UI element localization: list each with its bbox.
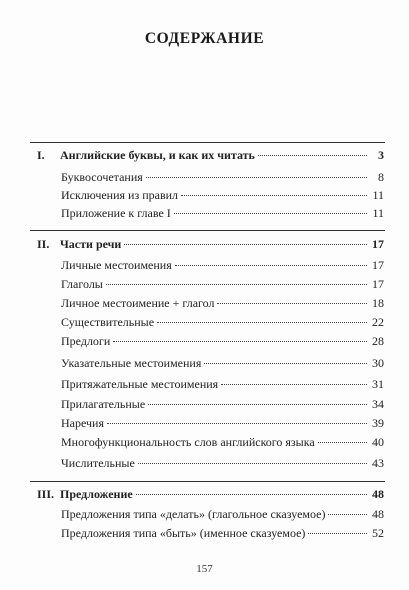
toc-item[interactable] (61, 170, 384, 185)
toc-item[interactable] (61, 507, 384, 522)
toc-item[interactable] (61, 334, 384, 349)
dot-leader (136, 494, 367, 495)
page-title: СОДЕРЖАНИЕ (144, 30, 265, 47)
toc-item[interactable] (61, 315, 384, 330)
section-rule (30, 481, 385, 482)
item-label: Предлоги (61, 334, 111, 348)
chapter-number: II. (37, 237, 50, 251)
toc-item[interactable] (61, 397, 384, 412)
dot-leader (138, 463, 367, 464)
toc-item[interactable] (61, 206, 384, 221)
page-ref: 18 (372, 296, 384, 310)
page-ref: 39 (372, 416, 384, 430)
dot-leader (113, 341, 367, 342)
chapter-number: I. (37, 148, 45, 162)
item-label: Указательные местоимения (61, 356, 202, 370)
dot-leader (308, 533, 367, 534)
toc-item[interactable] (61, 296, 384, 311)
toc-item[interactable] (61, 277, 384, 292)
page-ref: 31 (372, 377, 384, 391)
toc-item[interactable] (61, 188, 384, 203)
dot-leader (146, 177, 367, 178)
page-ref: 17 (372, 277, 384, 291)
item-label: Наречия (61, 416, 104, 430)
page-ref: 30 (372, 356, 384, 370)
toc-item[interactable] (61, 416, 384, 431)
toc-chapter-1[interactable] (37, 148, 384, 163)
page-ref: 43 (372, 456, 384, 470)
page-ref: 17 (372, 258, 384, 272)
page-ref: 17 (372, 237, 384, 251)
dot-leader (106, 284, 367, 285)
dot-leader (318, 442, 367, 443)
dot-leader (328, 514, 367, 515)
item-label: Многофункциональность слов английского языка (61, 435, 315, 449)
page-ref: 48 (372, 507, 384, 521)
chapter-label: Английские буквы, и как их читать (60, 148, 255, 162)
dot-leader (181, 195, 367, 196)
dot-leader (107, 423, 367, 424)
toc-item[interactable] (61, 456, 384, 471)
page-ref: 22 (372, 315, 384, 329)
dot-leader (204, 363, 367, 364)
toc-item[interactable] (61, 377, 384, 392)
item-label: Предложения типа «делать» (глагольное сказуемое) (61, 507, 326, 521)
page-ref: 40 (372, 435, 384, 449)
dot-leader (258, 155, 367, 156)
toc-chapter-3[interactable] (37, 487, 384, 502)
top-rule (30, 142, 385, 143)
item-label: Исключения из правил (61, 188, 179, 202)
page-ref: 48 (372, 487, 384, 501)
dot-leader (124, 244, 367, 245)
page-ref: 52 (372, 526, 384, 540)
item-label: Глаголы (61, 277, 103, 291)
chapter-number: III. (37, 487, 55, 501)
item-label: Прилагательные (61, 397, 146, 411)
item-label: Приложение к главе I (61, 206, 171, 220)
toc-chapter-2[interactable] (37, 237, 384, 252)
page-ref: 28 (372, 334, 384, 348)
page-ref: 11 (372, 188, 384, 202)
item-label: Числительные (61, 456, 135, 470)
page-number: 157 (196, 563, 213, 575)
dot-leader (157, 322, 367, 323)
dot-leader (175, 265, 367, 266)
page-ref: 11 (372, 206, 384, 220)
item-label: Буквосочетания (61, 170, 143, 184)
toc-item[interactable] (61, 435, 384, 450)
item-label: Существительные (61, 315, 155, 329)
dot-leader (217, 303, 367, 304)
dot-leader (221, 384, 367, 385)
chapter-label: Предложение (60, 487, 133, 501)
page-ref: 3 (378, 148, 384, 162)
dot-leader (148, 404, 367, 405)
section-rule (30, 230, 385, 231)
dot-leader (174, 213, 367, 214)
item-label: Притяжательные местоимения (61, 377, 219, 391)
toc-item[interactable] (61, 356, 384, 371)
chapter-label: Части речи (60, 237, 122, 251)
item-label: Предложения типа «быть» (именное сказуемое) (61, 526, 306, 540)
page-ref: 34 (372, 397, 384, 411)
item-label: Личные местоимения (61, 258, 172, 272)
toc-item[interactable] (61, 526, 384, 541)
page-ref: 8 (378, 170, 384, 184)
toc-item[interactable] (61, 258, 384, 273)
item-label: Личное местоимение + глагол (61, 296, 215, 310)
